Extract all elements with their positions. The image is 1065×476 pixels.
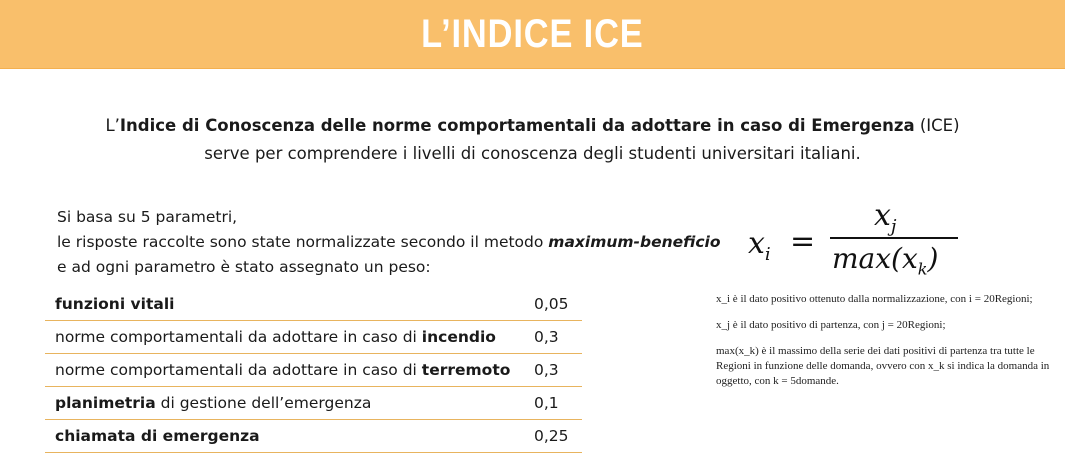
intro-text bbox=[40, 112, 1025, 168]
fraction-bar bbox=[830, 237, 958, 239]
method-name: maximum-beneficio bbox=[548, 233, 721, 251]
intro-line-1 bbox=[40, 112, 1025, 140]
parameter-weight: 0,05 bbox=[534, 288, 582, 321]
parameter-label: planimetria di gestione dell’emergenza bbox=[45, 387, 534, 420]
note-xi: x_i è il dato positivo ottenuto dalla normalizzazione, con i = 20Regioni; bbox=[716, 293, 1033, 305]
intro-prefix: L’ bbox=[105, 116, 120, 135]
formula-denominator: $\max(x_k)$ bbox=[832, 242, 939, 279]
description bbox=[57, 205, 721, 280]
parameter-label: norme comportamentali da adottare in caso di terremoto bbox=[45, 354, 534, 387]
description-line-3: e ad ogni parametro è stato assegnato un peso: bbox=[57, 258, 431, 276]
note-xj: x_j è il dato positivo di partenza, con j = 20Regioni; bbox=[716, 319, 946, 331]
normalization-formula bbox=[748, 200, 968, 282]
parameter-weight: 0,1 bbox=[534, 387, 582, 420]
parameter-label: chiamata di emergenza bbox=[45, 420, 534, 453]
formula-equals: = bbox=[790, 224, 816, 259]
parameters-table bbox=[45, 288, 582, 453]
note-max: max(x_k) è il massimo della serie dei dati positivi di partenza tra tutte le Regioni in funzione delle domanda, ovvero con x_k si indica la domanda in oggetto, con k = 5domande. bbox=[716, 345, 1050, 387]
table-row bbox=[45, 321, 582, 354]
page-title: L’INDICE ICE bbox=[421, 11, 644, 56]
description-line-1: Si basa su 5 parametri, bbox=[57, 208, 238, 226]
parameter-weight: 0,3 bbox=[534, 354, 582, 387]
parameter-label: funzioni vitali bbox=[45, 288, 534, 321]
title-banner bbox=[0, 0, 1065, 69]
intro-acronym: (ICE) bbox=[914, 116, 960, 135]
intro-index-name: Indice di Conoscenza delle norme comportamentali da adottare in caso di Emergenza bbox=[119, 116, 915, 135]
formula-numerator: $x_j$ bbox=[874, 198, 897, 237]
table-row bbox=[45, 420, 582, 453]
parameter-label: norme comportamentali da adottare in caso di incendio bbox=[45, 321, 534, 354]
table-row bbox=[45, 288, 582, 321]
parameter-weight: 0,3 bbox=[534, 321, 582, 354]
table-row bbox=[45, 354, 582, 387]
formula-lhs: $x_i$ bbox=[748, 226, 771, 265]
description-line-2 bbox=[57, 230, 721, 255]
table-row bbox=[45, 387, 582, 420]
formula-notes bbox=[716, 292, 1052, 400]
intro-line-2: serve per comprendere i livelli di conoscenza degli studenti universitari italiani. bbox=[204, 144, 861, 163]
parameter-weight: 0,25 bbox=[534, 420, 582, 453]
description-line-2-text: le risposte raccolte sono state normalizzate secondo il metodo bbox=[57, 233, 549, 251]
